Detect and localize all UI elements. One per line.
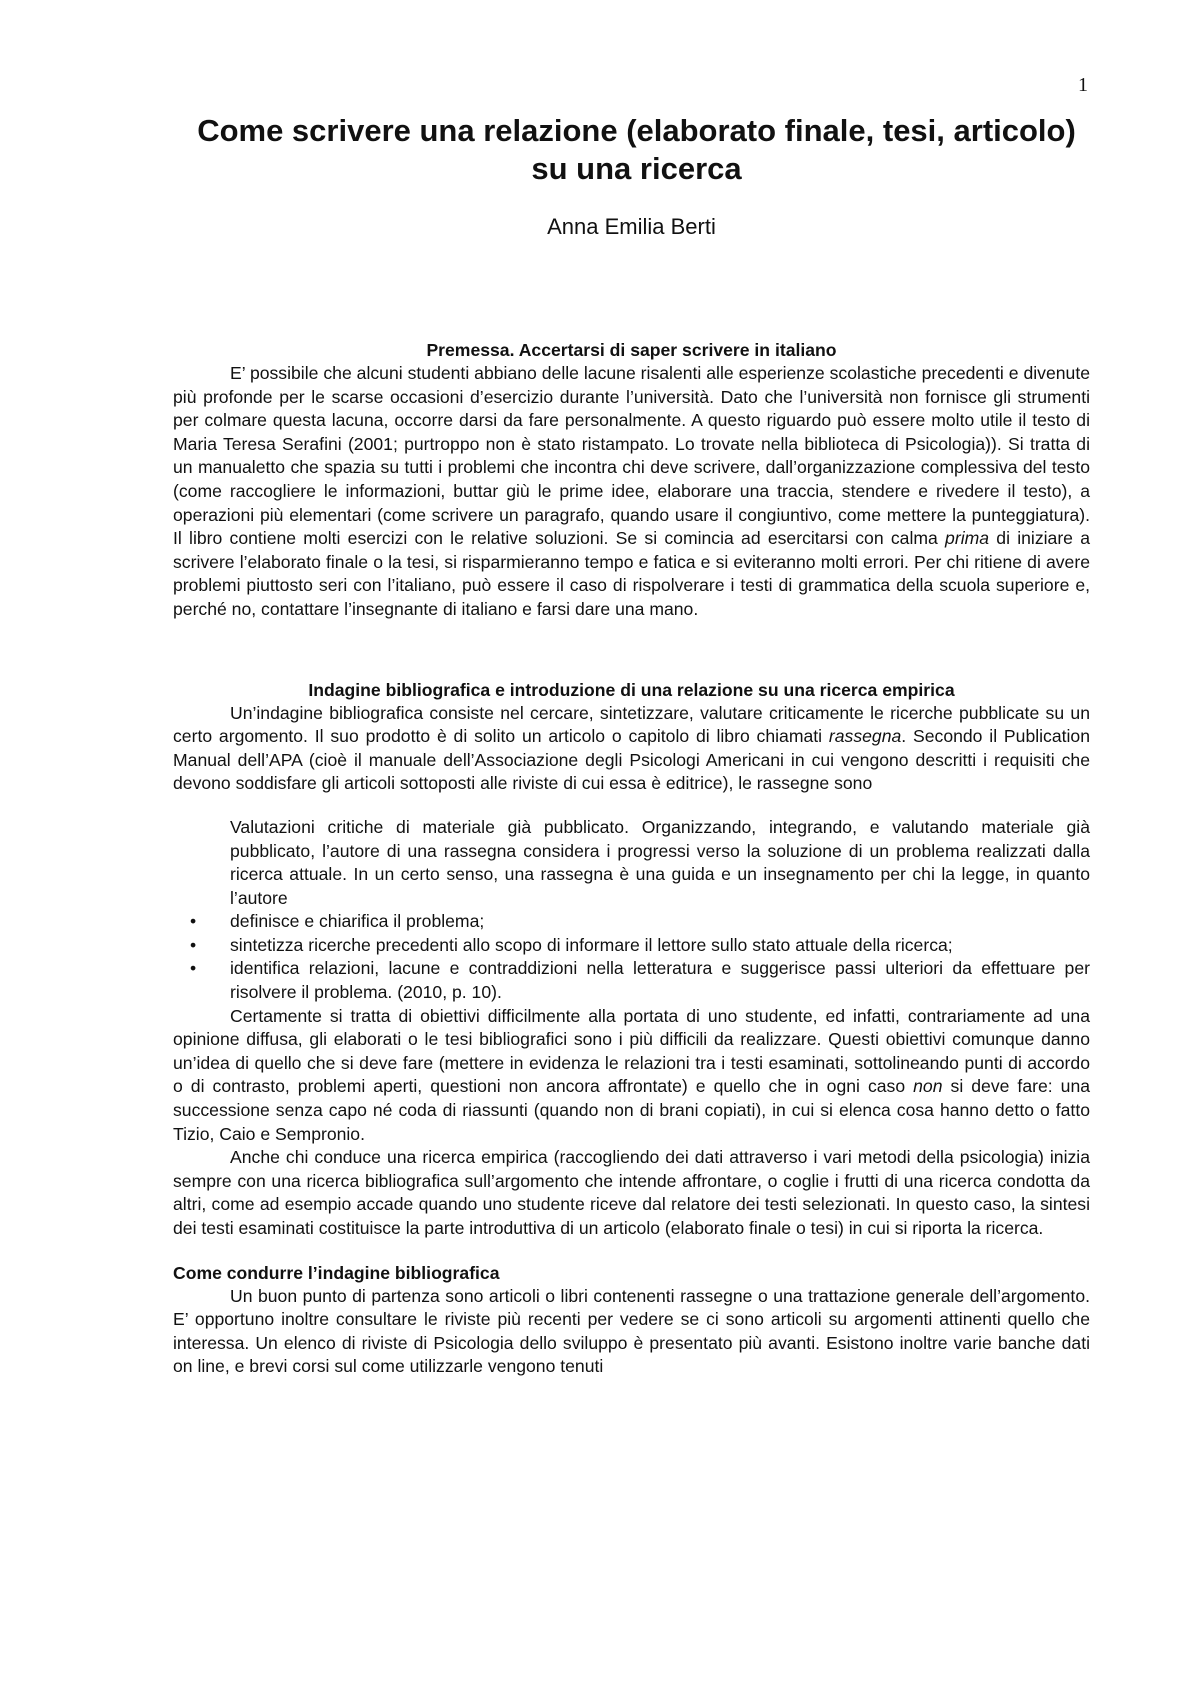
list-item: • identifica relazioni, lacune e contraddizioni nella letteratura e suggerisce passi ulteriori da effettuare per risolvere il problema. (2010, p. 10). xyxy=(190,958,1090,1003)
author-name: Anna Emilia Berti xyxy=(547,214,716,239)
paragraph-ricerca-empirica: Anche chi conduce una ricerca empirica (raccogliendo dei dati attraverso i vari metodi della psicologia) inizia sempre con una ricerca bibliografica sull’argomento che intende affrontare, o coglie i frutti di una ricerca condotta da altri, come ad esempio accade quando uno studente riceve dal relatore dei testi selezionati. In questo caso, la sintesi dei testi esaminati costituisce la parte introduttiva di un articolo (elaborato finale o tesi) in cui si riporta la ricerca. xyxy=(173,1147,1090,1238)
emphasis-prima: prima xyxy=(945,528,990,549)
section-heading-premessa: Premessa. Accertarsi di saper scrivere in italiano xyxy=(426,340,837,360)
document-body xyxy=(173,112,1090,1379)
page-number: 1 xyxy=(1078,74,1088,96)
list-item: • sintetizza ricerche precedenti allo scopo di informare il lettore sullo stato attuale della ricerca; xyxy=(230,934,1090,958)
document-title: Come scrivere una relazione (elaborato finale, tesi, articolo) su una ricerca xyxy=(197,113,1076,186)
section-heading-indagine: Indagine bibliografica e introduzione di una relazione su una ricerca empirica xyxy=(308,679,955,700)
paragraph-indagine-intro: Un’indagine bibliografica consiste nel cercare, sintetizzare, valutare criticamente le ricerche pubblicate su un certo argomento. Il suo prodotto è di solito un articolo o capitolo di libro chiamati rassegna. Secondo il Publication Manual dell’APA (cioè il manuale dell’Associazione degli Psicologi Americani in cui vengono descritti i requisiti che devono soddisfare gli articoli sottoposti alle riviste di cui essa è editrice), le rassegne sono xyxy=(173,702,1090,794)
paragraph-premessa: E’ possibile che alcuni studenti abbiano delle lacune risalenti alle esperienze scolastiche precedenti e divenute più profonde per le scarse occasioni d’esercizio durante l’università. Dato che l’università non fornisce gli strumenti per colmare questa lacuna, occorre darsi da fare personalmente. A questo riguardo può essere molto utile il testo di Maria Teresa Serafini (2001; purtroppo non è stato ristampato. Lo trovate nella biblioteca di Psicologia)). Si tratta di un manualetto che spazia su tutti i problemi che incontra chi deve scrivere, dall’organizzazione complessiva del testo (come raccogliere le informazioni, buttar giù le prime idee, elaborare una traccia, stendere e rivedere il testo), a operazioni più elementari (come scrivere un paragrafo, quando usare il congiuntivo, come mettere la punteggiatura). Il libro contiene molti esercizi con le relative soluzioni. Se si comincia ad esercitarsi con calma prima di iniziare a scrivere l’elaborato finale o la tesi, si risparmieranno tempo e fatica e si eviteranno molti errori. Per chi ritiene di avere problemi piuttosto seri con l’italiano, può essere il caso di rispolverare i testi di grammatica della scuola superiore e, perché no, contattare l’insegnante di italiano e farsi dare una mano. xyxy=(173,363,1090,619)
emphasis-non: non xyxy=(913,1076,943,1097)
quote-intro: Valutazioni critiche di materiale già pubblicato. Organizzando, integrando, e valutando materiale già pubblicato, l’autore di una rassegna considera i progressi verso la soluzione di un problema realizzati dalla ricerca attuale. In un certo senso, una rassegna è una guida e un insegnamento per chi la legge, in quanto l’autore xyxy=(230,816,1090,908)
quote-bullet-list xyxy=(190,910,1090,1004)
list-item: • definisce e chiarifica il problema; xyxy=(230,910,1090,934)
block-quote-apa xyxy=(190,816,1090,1005)
paragraph-punto-partenza: Un buon punto di partenza sono articoli o libri contenenti rassegne o una trattazione generale dell’argomento. E’ opportuno inoltre consultare le riviste più recenti per vedere se ci sono articoli su argomenti attinenti quello che interessa. Un elenco di riviste di Psicologia dello sviluppo è presentato più avanti. Esistono inoltre varie banche dati on line, e brevi corsi sul come utilizzarle vengono tenuti xyxy=(173,1285,1090,1377)
bullet-icon: • xyxy=(190,911,197,932)
bullet-icon: • xyxy=(190,958,197,979)
bullet-icon: • xyxy=(190,934,197,955)
emphasis-rassegna: rassegna xyxy=(828,726,902,747)
subheading-condurre-indagine: Come condurre l’indagine bibliografica xyxy=(173,1262,500,1283)
paragraph-certamente: Certamente si tratta di obiettivi difficilmente alla portata di uno studente, ed infatti, contrariamente ad una opinione diffusa, gli elaborati o le tesi bibliografici sono i più difficili da realizzare. Questi obiettivi comunque danno un’idea di quello che si deve fare (mettere in evidenza le relazioni tra i testi esaminati, sottolineando punti di accordo o di contrasto, problemi aperti, questioni non ancora affrontate) e quello che in ogni caso non si deve fare: una successione senza capo né coda di riassunti (quando non di brani copiati), in cui si elenca cosa hanno detto o fatto Tizio, Caio e Sempronio. xyxy=(173,1005,1091,1144)
